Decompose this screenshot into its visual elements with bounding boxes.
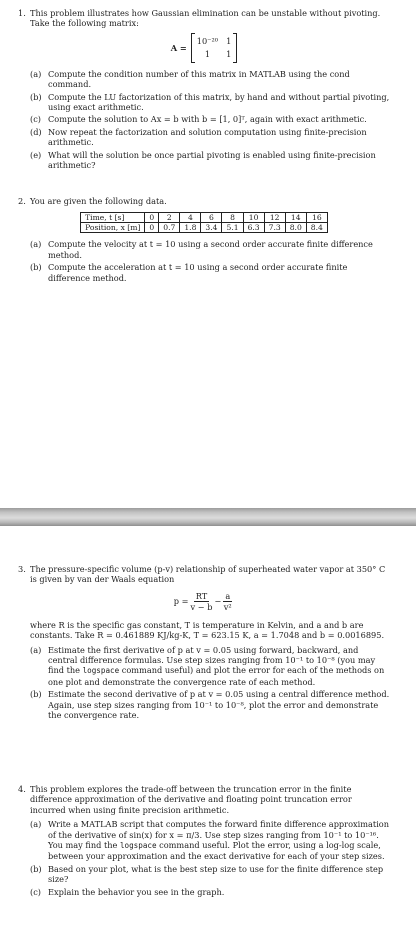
- part-text: Compute the solution to Ax = b with b = [1, 0]ᵀ, again with exact arithmetic.: [48, 114, 367, 125]
- part-label: (a): [30, 239, 42, 250]
- matrix-lhs: A =: [170, 42, 187, 53]
- problem-2-parts: [30, 239, 390, 283]
- problem-4: [18, 784, 390, 899]
- where-text: where R is the specific gas constant, T is temperature in Kelvin, and a and b are constants. Take R = 0.461889 KJ/kg-K, T = 623.15 K, a = 1.7048 and b = 0.0016895.: [30, 619, 385, 641]
- position-cell: 8.0: [285, 223, 306, 233]
- equation-lhs: p =: [173, 596, 189, 607]
- position-cell: 0.7: [159, 223, 180, 233]
- part-text: Estimate the second derivative of p at v = 0.05 using a central difference method. Again, use step sizes ranging from 10⁻¹ to 10⁻⁸, plot the error and demonstrate the convergence rate.: [48, 689, 390, 721]
- problem-2: [18, 196, 390, 285]
- matrix-entry: 1: [204, 48, 211, 59]
- part-text: command useful. Plot the error, using a log-log scale, between your approximation and the exact derivative for each of your step sizes.: [48, 840, 385, 862]
- problem-intro: This problem explores the trade-off between the truncation error in the finite difference approximation of the derivative and floating point truncation error incurred when using finite precision arithmetic.: [30, 784, 352, 815]
- numerator: a: [225, 590, 231, 601]
- matrix-a: [191, 33, 238, 63]
- part-text: Now repeat the factorization and solution computation using finite-precision arithmetic.: [48, 126, 367, 148]
- part-b: [30, 689, 390, 720]
- part-label: (b): [30, 262, 42, 273]
- part-text: Estimate the first derivative of p at v = 0.05 using forward, backward, and central difference formulas. Use step sizes ranging from 10⁻¹ to 10⁻⁸ (you may find the: [48, 644, 376, 676]
- code-logspace: logspace: [119, 841, 157, 851]
- time-cell: 16: [306, 213, 327, 223]
- problem-4-parts: [30, 819, 390, 897]
- numerator: RT: [195, 590, 208, 601]
- code-logspace: logspace: [82, 666, 120, 676]
- problem-number: 4.: [18, 784, 26, 794]
- part-b: [30, 92, 390, 113]
- time-row: [81, 213, 328, 223]
- part-text: Explain the behavior you see in the graph.: [48, 886, 225, 897]
- part-label: (b): [30, 689, 42, 700]
- matrix-entry: 1: [226, 48, 232, 59]
- matrix-entry: 1: [226, 36, 232, 47]
- problem-number: 3.: [18, 564, 26, 574]
- part-text: Compute the velocity at t = 10 using a second order accurate finite difference method.: [48, 239, 373, 260]
- part-text: Compute the condition number of this matrix in MATLAB using the cond command.: [48, 68, 350, 90]
- problem-1: [18, 8, 390, 172]
- minus-sign: −: [214, 596, 222, 607]
- time-cell: 4: [180, 213, 201, 223]
- part-c: [30, 887, 390, 897]
- time-cell: 8: [222, 213, 243, 223]
- problem-intro: This problem illustrates how Gaussian elimination can be unstable without pivoting. Take the following matrix:: [30, 8, 381, 29]
- position-row: [81, 223, 328, 233]
- part-label: (c): [30, 886, 41, 897]
- problem-1-parts: [30, 69, 390, 171]
- part-label: (b): [30, 91, 42, 102]
- problem-3-parts: [30, 645, 390, 721]
- page-2: [0, 526, 416, 948]
- position-header: Position, x [m]: [81, 223, 145, 233]
- data-table: [80, 212, 328, 233]
- part-text: Write a MATLAB script that computes the forward finite difference approximation of the derivative of sin(x) for x = π/3. Use step sizes ranging from 10⁻¹ to 10⁻¹⁶. You may find the: [48, 819, 390, 851]
- time-cell: 0: [145, 213, 159, 223]
- denominator: v − b: [190, 601, 213, 612]
- part-text: Compute the acceleration at t = 10 using a second order accurate finite difference method.: [48, 262, 348, 283]
- problem-number: 2.: [18, 196, 26, 206]
- part-label: (c): [30, 114, 41, 125]
- part-b: [30, 262, 390, 283]
- part-d: [30, 127, 390, 148]
- part-label: (a): [30, 644, 42, 655]
- time-cell: 10: [243, 213, 264, 223]
- part-a: [30, 645, 390, 688]
- problem-intro: The pressure-specific volume (p-v) relationship of superheated water vapor at 350° C is given by van der Waals equation: [30, 564, 386, 585]
- matrix-equation: [18, 33, 390, 63]
- time-cell: 12: [264, 213, 285, 223]
- denominator: v²: [223, 601, 232, 612]
- part-text: Based on your plot, what is the best step size to use for the finite difference step size?: [48, 863, 384, 885]
- part-text: Compute the LU factorization of this matrix, by hand and without partial pivoting, using exact arithmetic.: [48, 91, 390, 113]
- part-label: (a): [30, 68, 42, 79]
- position-cell: 3.4: [201, 223, 222, 233]
- page-separator: [0, 508, 416, 526]
- matrix-entries: [195, 36, 234, 59]
- time-header: Time, t [s]: [81, 213, 145, 223]
- part-text: command useful) and plot the error for each of the methods on one plot and demonstrate the convergence rate of each method.: [48, 665, 385, 687]
- matrix-entry: 10⁻²⁰: [196, 36, 219, 47]
- part-text: What will the solution be once partial pivoting is enabled using finite-precision arithmetic?: [48, 149, 376, 171]
- position-cell: 6.3: [243, 223, 264, 233]
- position-cell: 0: [145, 223, 159, 233]
- part-label: (d): [30, 126, 42, 137]
- part-label: (b): [30, 863, 42, 874]
- part-a: [30, 239, 390, 260]
- position-cell: 7.3: [264, 223, 285, 233]
- part-a: [30, 819, 390, 862]
- fraction-a: [223, 591, 232, 612]
- problem-number: 1.: [18, 8, 26, 18]
- part-b: [30, 864, 390, 885]
- problem-intro: You are given the following data.: [30, 196, 167, 206]
- part-label: (e): [30, 149, 42, 160]
- time-cell: 2: [159, 213, 180, 223]
- problem-3: [18, 564, 390, 722]
- position-cell: 5.1: [222, 223, 243, 233]
- time-cell: 6: [201, 213, 222, 223]
- van-der-waals-equation: [18, 591, 390, 612]
- part-c: [30, 114, 390, 124]
- time-cell: 14: [285, 213, 306, 223]
- position-cell: 1.8: [180, 223, 201, 233]
- position-cell: 8.4: [306, 223, 327, 233]
- right-bracket: [233, 33, 237, 63]
- part-a: [30, 69, 390, 90]
- fraction-rt: [191, 591, 213, 612]
- part-e: [30, 150, 390, 171]
- part-label: (a): [30, 819, 42, 830]
